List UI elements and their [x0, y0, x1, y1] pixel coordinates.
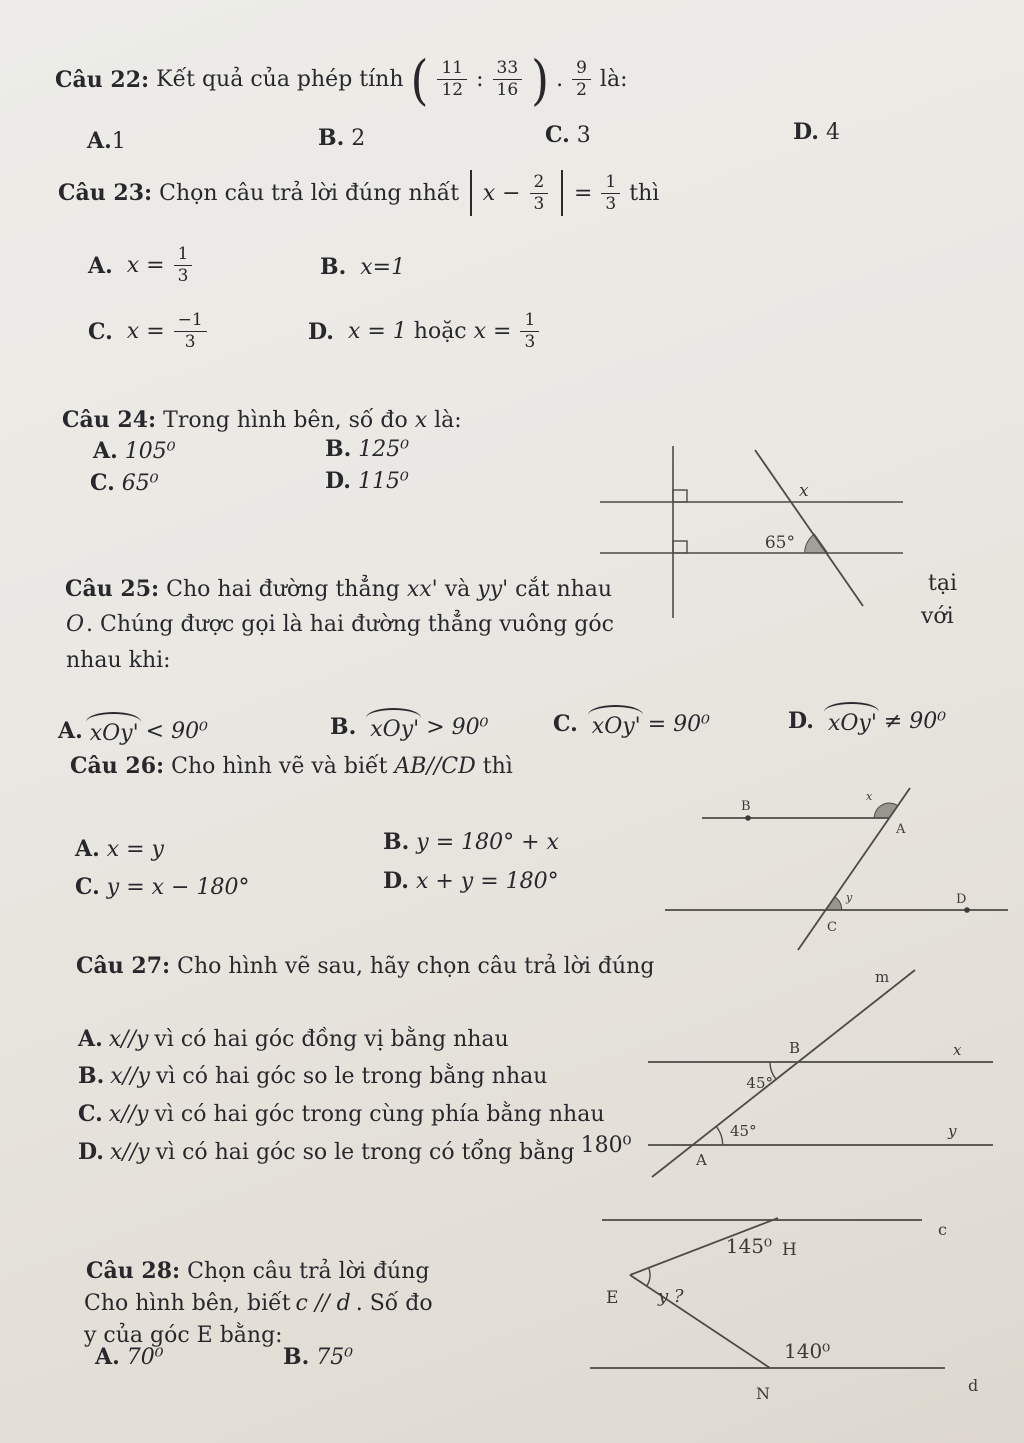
- equals-sign: =: [573, 180, 593, 206]
- q27-diagram: [640, 958, 1022, 1186]
- fraction: $\frac{1}{3}$: [520, 312, 539, 351]
- angle-hat: xOy': [367, 712, 422, 742]
- question-27-label: Câu 27:: [76, 953, 171, 979]
- question-28-line2: Cho hình bên, biết c // d . Số đo: [84, 1291, 433, 1316]
- angle-arc-A: [716, 1126, 722, 1145]
- angle-hat: xOy': [589, 709, 644, 739]
- question-25-line2: O . Chúng được gọi là hai đường thẳng vuông góc: [66, 612, 614, 637]
- divide-colon: :: [476, 67, 484, 92]
- fraction: $\frac{-1}{3}$: [174, 312, 207, 351]
- point-N-label: N: [756, 1384, 770, 1403]
- angle-hat: xOy': [87, 716, 142, 746]
- fraction: $\frac{11}{12}$: [437, 60, 467, 99]
- option: D. x + y = 180°: [383, 868, 559, 894]
- point-D-dot: [964, 907, 970, 913]
- line-c-label: c: [938, 1220, 947, 1239]
- point-H-label: H: [782, 1240, 797, 1260]
- point-B-label: B: [789, 1039, 801, 1057]
- angle-65-label: 65°: [764, 533, 795, 553]
- question-28-label: Câu 28:: [86, 1258, 181, 1284]
- fraction: $\frac{1}{3}$: [601, 174, 620, 213]
- q26-diagram: [660, 780, 1015, 955]
- question-27: Câu 27: Cho hình vẽ sau, hãy chọn câu trả lời đúng: [76, 953, 655, 979]
- math-var: xx': [406, 576, 438, 602]
- angle-x-label: x: [866, 790, 873, 803]
- option: B. x=1: [320, 254, 406, 280]
- question-24-label: Câu 24:: [62, 407, 157, 433]
- option: A. x = $\frac{1}{3}$: [88, 246, 194, 285]
- option: C. x = $\frac{-1}{3}$: [88, 312, 209, 351]
- angle-140-label: 140⁰: [784, 1339, 831, 1363]
- option: A.1: [87, 128, 126, 154]
- question-26: Câu 26: Cho hình vẽ và biết AB//CD thì: [70, 753, 513, 779]
- option: B. y = 180° + x: [383, 829, 559, 855]
- angle-45-label-A: 45°: [730, 1122, 757, 1140]
- angle-wedge: [805, 534, 828, 553]
- right-angle-marker: [673, 541, 687, 553]
- right-angle-marker: [673, 490, 687, 502]
- angle-x-label: x: [799, 481, 809, 501]
- question-22: Câu 22: Kết quả của phép tính ( $\frac{11}{12}$ : $\frac{33}{16}$ ) . $\frac{9}{2}$ là:: [55, 48, 628, 111]
- line-y-label: y: [948, 1122, 957, 1140]
- question-22-label: Câu 22:: [55, 66, 150, 93]
- question-25-line3: nhau khi:: [66, 648, 171, 673]
- option: A. 70⁰: [95, 1344, 164, 1370]
- question-25-label: Câu 25:: [65, 576, 160, 602]
- option: C. 3: [545, 122, 591, 148]
- fraction: $\frac{33}{16}$: [493, 60, 523, 99]
- question-24: [62, 407, 462, 433]
- question-23-text: Chọn câu trả lời đúng nhất: [159, 180, 460, 206]
- angle-y-question-label: y ?: [658, 1286, 684, 1307]
- question-26-label: Câu 26:: [70, 753, 165, 779]
- angle-hat: xOy': [825, 706, 880, 736]
- option: A. 105⁰: [93, 438, 176, 464]
- option: C. x//y vì có hai góc trong cùng phía bằng nhau: [78, 1101, 605, 1127]
- question-23-suffix: thì: [629, 180, 660, 206]
- question-22-text: Kết quả của phép tính: [156, 67, 404, 92]
- angle-arc-E: [647, 1268, 650, 1286]
- option: A. xOy' < 90⁰: [58, 718, 208, 746]
- option: B. 75⁰: [283, 1344, 354, 1370]
- abs-bar: [470, 170, 472, 216]
- fraction: $\frac{2}{3}$: [530, 174, 549, 213]
- angle-145-label: 145⁰: [725, 1234, 772, 1258]
- option: A. x//y vì có hai góc đồng vị bằng nhau: [78, 1026, 509, 1052]
- question-28-line3: y của góc E bằng:: [84, 1323, 283, 1348]
- transversal-line-m: [652, 970, 915, 1177]
- question-24-suffix: là:: [434, 407, 462, 433]
- superscript-degree: 180⁰: [580, 1132, 632, 1158]
- math-expr: c // d: [295, 1291, 351, 1316]
- option: B. xOy' > 90⁰: [330, 714, 489, 742]
- question-22-suffix: là:: [599, 67, 628, 92]
- option: C. xOy' = 90⁰: [553, 711, 710, 739]
- multiply-dot: .: [556, 67, 564, 92]
- angle-45-label-B: 45°: [746, 1074, 773, 1092]
- option: D. 115⁰: [325, 468, 409, 494]
- option: A. x = y: [75, 836, 164, 862]
- option: C. y = x − 180°: [75, 874, 250, 900]
- abs-bar: [561, 170, 563, 216]
- option: C. 65⁰: [90, 470, 159, 496]
- angle-x-wedge: [874, 803, 898, 818]
- option: B. 2: [318, 125, 366, 151]
- fraction: $\frac{9}{2}$: [572, 60, 591, 99]
- math-expr: x −: [482, 180, 521, 206]
- question-25-wrap-word: với: [921, 604, 954, 629]
- point-C-label: C: [827, 920, 837, 935]
- point-A-label: A: [896, 822, 906, 837]
- question-28-line1: Câu 28: Chọn câu trả lời đúng: [86, 1258, 430, 1284]
- point-B-dot: [745, 815, 751, 821]
- option: D. xOy' ≠ 90⁰: [788, 708, 947, 736]
- line-m-label: m: [875, 968, 890, 986]
- math-var: O: [66, 612, 85, 637]
- q28-diagram: [588, 1205, 1018, 1425]
- question-25-line1: Câu 25: Cho hai đường thẳng xx' và yy' cắt nhau: [65, 576, 613, 602]
- question-23: [58, 170, 659, 216]
- line-d-label: d: [968, 1376, 979, 1395]
- line-x-label: x: [953, 1041, 962, 1059]
- option: D. x = 1 hoặc x = $\frac{1}{3}$: [308, 312, 541, 351]
- point-B-label: B: [741, 799, 751, 814]
- math-var: x: [414, 407, 428, 433]
- angle-y-label: y: [846, 891, 853, 904]
- question-24-text: Trong hình bên, số đo: [163, 407, 408, 433]
- option: D. x//y vì có hai góc so le trong có tổng bằng 180⁰: [78, 1132, 632, 1165]
- question-25-wrap-word: tại: [928, 571, 957, 596]
- option: B. x//y vì có hai góc so le trong bằng nhau: [78, 1063, 548, 1089]
- point-A-label: A: [696, 1151, 707, 1169]
- fraction: $\frac{1}{3}$: [174, 246, 193, 285]
- transversal-line: [755, 450, 863, 606]
- segment-EN: [630, 1275, 770, 1368]
- point-D-label: D: [956, 892, 967, 907]
- option: D. 4: [793, 119, 840, 145]
- option: B. 125⁰: [325, 436, 410, 462]
- question-23-label: Câu 23:: [58, 180, 153, 206]
- angle-y-wedge: [826, 897, 842, 910]
- math-var: yy': [477, 576, 509, 602]
- math-expr: AB//CD: [394, 753, 476, 779]
- point-E-label: E: [606, 1288, 619, 1308]
